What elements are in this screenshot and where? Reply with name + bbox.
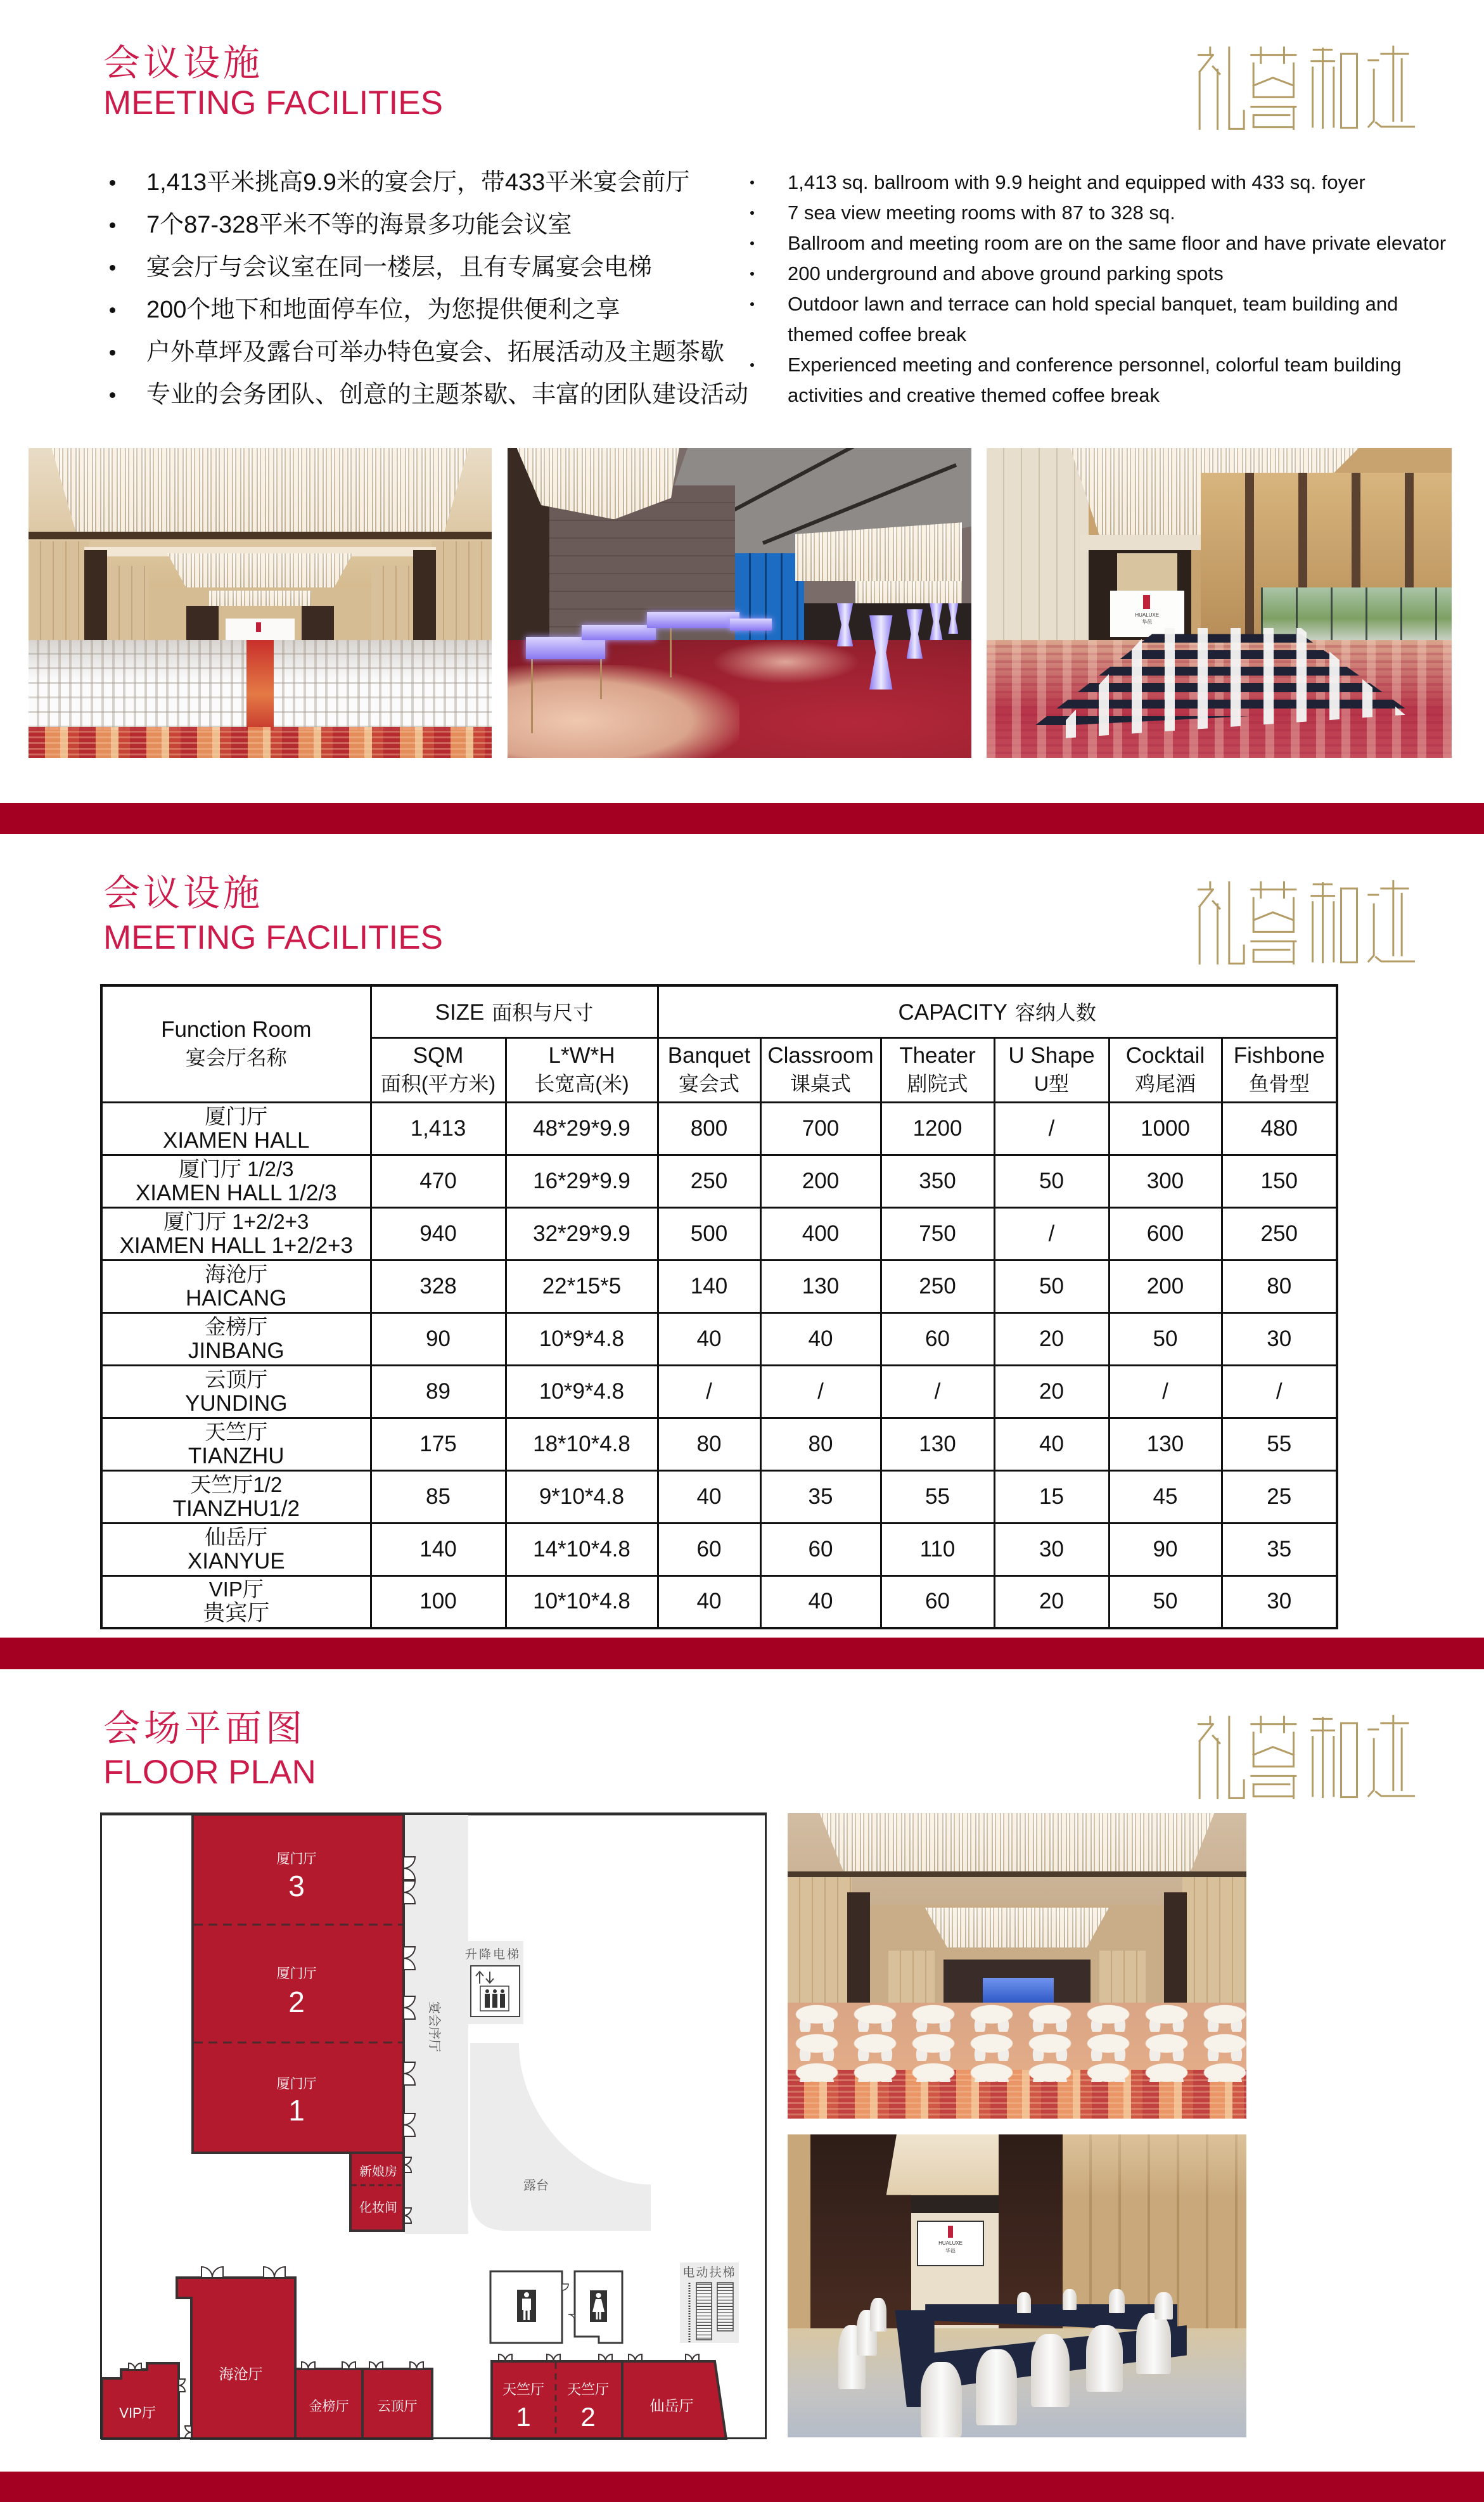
cocktail-cell: 50: [1109, 1575, 1222, 1628]
bullet-icon: [110, 307, 115, 313]
elevator-icon: [465, 1947, 521, 2017]
sqm-cell: 140: [371, 1523, 506, 1575]
fishbone-cell: /: [1222, 1365, 1337, 1418]
male-restroom-icon: [490, 2271, 568, 2343]
room-label: 厦门厅: [276, 2077, 317, 2091]
feature-item-cn: [108, 289, 741, 331]
header-label-en: U Shape: [1008, 1043, 1095, 1068]
room-yunding: [362, 2369, 432, 2439]
terrace-label: 露台: [523, 2179, 549, 2193]
classroom-cell: 130: [760, 1260, 881, 1312]
footer-bar: [0, 2472, 1484, 2502]
fishbone-cell: 35: [1222, 1523, 1337, 1575]
cocktail-cell: 45: [1109, 1470, 1222, 1523]
room-name-line2: XIAMEN HALL 1+2/2+3: [119, 1233, 353, 1258]
brand-logo-icon: [1196, 44, 1416, 133]
lwh-cell: 14*10*4.8: [506, 1523, 658, 1575]
theater-cell: 60: [881, 1312, 994, 1365]
banquet-cell: 40: [658, 1312, 760, 1365]
bullet-icon: [110, 180, 115, 186]
header-label-en: Cocktail: [1125, 1043, 1205, 1068]
table-row: [101, 1418, 1337, 1470]
u-shape-cell: 20: [994, 1575, 1109, 1628]
room-name-cell: [101, 1575, 371, 1628]
header-label-cn: 宴会式: [678, 1072, 739, 1095]
room-jinbang: [295, 2369, 362, 2439]
lwh-cell: 22*15*5: [506, 1260, 658, 1312]
header-classroom: [760, 1037, 881, 1102]
table-header-row: [101, 985, 1337, 1037]
header-label-cn: U型: [1033, 1072, 1070, 1095]
classroom-cell: 200: [760, 1155, 881, 1207]
section-title-en: MEETING FACILITIES: [103, 84, 443, 122]
feature-text: Outdoor lawn and terrace can hold special banquet, team building and: [788, 293, 1398, 315]
room-name-line2: TIANZHU: [188, 1443, 285, 1468]
banquet-cell: /: [658, 1365, 760, 1418]
room-haicang: [177, 2278, 295, 2439]
cocktail-cell: 90: [1109, 1523, 1222, 1575]
theater-cell: 55: [881, 1470, 994, 1523]
table-row: [101, 1207, 1337, 1260]
section-title-cn: 会议设施: [103, 41, 264, 84]
classroom-cell: /: [760, 1365, 881, 1418]
header-label-cn: 鱼骨型: [1248, 1072, 1310, 1095]
room-label: 厦门厅: [276, 1966, 317, 1981]
room-name-cell: [101, 1312, 371, 1365]
floor-plan-map: [100, 1812, 767, 2440]
classroom-cell: 40: [760, 1575, 881, 1628]
section-title-cn: 会场平面图: [103, 1707, 307, 1750]
header-label-en: Fishbone: [1233, 1043, 1325, 1068]
fishbone-cell: 55: [1222, 1418, 1337, 1470]
bullet-icon: [110, 222, 115, 228]
brand-logo-icon: [1196, 1714, 1416, 1802]
features-list-cn: [108, 162, 749, 416]
feature-text: 1,413平米挑高9.9米的宴会厅，带433平米宴会前厅: [146, 169, 690, 196]
feature-item-en: [748, 198, 1464, 228]
divider-bar: [0, 1638, 1484, 1669]
room-name-cell: [101, 1523, 371, 1575]
room-label: 金榜厅: [309, 2399, 349, 2414]
feature-item-cn: [108, 331, 741, 374]
classroom-cell: 60: [760, 1523, 881, 1575]
feature-item-cn: [108, 374, 749, 416]
table-row: [101, 1365, 1337, 1418]
room-name-line2: XIANYUE: [187, 1548, 285, 1574]
feature-text: 宴会厅与会议室在同一楼层，且有专属宴会电梯: [146, 254, 653, 281]
section-title-en: MEETING FACILITIES: [103, 919, 443, 956]
photo-meeting-u-shape: [788, 2134, 1246, 2437]
theater-cell: /: [881, 1365, 994, 1418]
room-label: VIP厅: [119, 2405, 156, 2421]
feature-text: 户外草坪及露台可举办特色宴会、拓展活动及主题茶歇: [146, 339, 725, 366]
room-name-line2: YUNDING: [185, 1390, 288, 1416]
bullet-icon: [750, 302, 754, 306]
feature-item-en: [748, 228, 1464, 259]
bullet-icon: [750, 272, 754, 276]
u-shape-cell: 15: [994, 1470, 1109, 1523]
screen-brand-text: HUALUXE: [1135, 612, 1160, 618]
feature-text: 7 sea view meeting rooms with 87 to 328 sq.: [788, 202, 1175, 224]
feature-text: 200个地下和地面停车位，为您提供便利之享: [146, 297, 620, 323]
room-name-line2: 贵宾厅: [203, 1601, 270, 1626]
room-label: 天竺厅: [502, 2382, 545, 2397]
room-number: 2: [288, 1986, 305, 2018]
room-name-line1: 厦门厅: [205, 1104, 268, 1128]
fishbone-cell: 25: [1222, 1470, 1337, 1523]
table-row: [101, 1260, 1337, 1312]
feature-text: Ballroom and meeting room are on the same floor and have private elevator: [788, 232, 1447, 254]
room-name-line2: XIAMEN HALL: [163, 1127, 310, 1153]
room-label: 云顶厅: [377, 2399, 418, 2414]
header-lwh: [506, 1037, 658, 1102]
bullet-icon: [750, 211, 754, 215]
meeting-rooms-table: [100, 984, 1338, 1629]
feature-item-en: [748, 289, 1464, 350]
lwh-cell: 10*10*4.8: [506, 1575, 658, 1628]
prefunction-label: 宴会序厅: [427, 2001, 441, 2052]
header-fishbone: [1222, 1037, 1337, 1102]
classroom-cell: 700: [760, 1102, 881, 1155]
u-shape-cell: 40: [994, 1418, 1109, 1470]
lwh-cell: 9*10*4.8: [506, 1470, 658, 1523]
fishbone-cell: 30: [1222, 1312, 1337, 1365]
theater-cell: 750: [881, 1207, 994, 1260]
feature-text-continued: themed coffee break: [788, 323, 967, 345]
lwh-cell: 10*9*4.8: [506, 1365, 658, 1418]
room-name-cell: [101, 1207, 371, 1260]
header-label-en: SQM: [413, 1043, 464, 1068]
theater-cell: 250: [881, 1260, 994, 1312]
feature-item-en: [748, 167, 1464, 198]
fishbone-cell: 80: [1222, 1260, 1337, 1312]
photo-ballroom-theater: [29, 448, 492, 758]
theater-cell: 130: [881, 1418, 994, 1470]
banquet-cell: 140: [658, 1260, 760, 1312]
female-restroom-icon: [568, 2271, 622, 2343]
room-name-line1: VIP厅: [208, 1577, 264, 1601]
bullet-icon: [750, 363, 754, 367]
screen-brand-text-cn: 华邑: [945, 2247, 956, 2254]
lwh-cell: 32*29*9.9: [506, 1207, 658, 1260]
room-name-cell: [101, 1365, 371, 1418]
lwh-cell: 16*29*9.9: [506, 1155, 658, 1207]
feature-text-continued: activities and creative themed coffee break: [788, 384, 1160, 406]
room-name-cell: [101, 1155, 371, 1207]
room-bridal-makeup: [350, 2153, 404, 2231]
feature-text: 7个87-328平米不等的海景多功能会议室: [146, 212, 572, 238]
room-name-line1: 天竺厅: [205, 1420, 268, 1444]
theater-cell: 1200: [881, 1102, 994, 1155]
room-name-cell: [101, 1418, 371, 1470]
section-title-en: FLOOR PLAN: [103, 1754, 316, 1791]
bullet-icon: [750, 181, 754, 184]
feature-text: 200 underground and above ground parking spots: [788, 262, 1224, 285]
header-size-group: [371, 985, 658, 1037]
table-row: [101, 1575, 1337, 1628]
u-shape-cell: 50: [994, 1260, 1109, 1312]
elevator-label: 升降电梯: [464, 1948, 521, 1961]
room-name-line1: 天竺厅1/2: [190, 1472, 283, 1496]
escalator-icon: [680, 2262, 739, 2343]
fishbone-cell: 30: [1222, 1575, 1337, 1628]
room-number: 1: [288, 2094, 305, 2127]
table-row: [101, 1470, 1337, 1523]
cocktail-cell: 130: [1109, 1418, 1222, 1470]
header-label-en: L*W*H: [548, 1043, 615, 1068]
room-name-line1: 仙岳厅: [205, 1525, 268, 1549]
fishbone-cell: 480: [1222, 1102, 1337, 1155]
u-shape-cell: /: [994, 1207, 1109, 1260]
header-label-en: CAPACITY: [898, 1000, 1007, 1025]
sqm-cell: 328: [371, 1260, 506, 1312]
photo-ballroom-banquet: [788, 1813, 1246, 2119]
u-shape-cell: 50: [994, 1155, 1109, 1207]
feature-text: Experienced meeting and conference personnel, colorful team building: [788, 354, 1402, 376]
feature-item-cn: [108, 204, 741, 247]
lwh-cell: 10*9*4.8: [506, 1312, 658, 1365]
section-title-cn: 会议设施: [103, 871, 264, 914]
header-sqm: [371, 1037, 506, 1102]
room-number: 2: [580, 2402, 596, 2432]
divider-bar: [0, 803, 1484, 834]
photo-classroom-hall: [987, 448, 1452, 758]
banquet-cell: 500: [658, 1207, 760, 1260]
banquet-cell: 40: [658, 1470, 760, 1523]
header-label-en: SIZE: [435, 1000, 485, 1025]
banquet-cell: 80: [658, 1418, 760, 1470]
screen-brand-text-cn: 华邑: [1142, 619, 1153, 626]
room-name-line2: XIAMEN HALL 1/2/3: [135, 1180, 337, 1205]
sqm-cell: 85: [371, 1470, 506, 1523]
feature-item-cn: [108, 247, 741, 289]
sqm-cell: 175: [371, 1418, 506, 1470]
room-name-line1: 厦门厅 1+2/2+3: [163, 1209, 309, 1233]
lwh-cell: 48*29*9.9: [506, 1102, 658, 1155]
header-cocktail: [1109, 1037, 1222, 1102]
header-label-en: Banquet: [667, 1043, 751, 1068]
fishbone-cell: 250: [1222, 1207, 1337, 1260]
classroom-cell: 40: [760, 1312, 881, 1365]
room-name-line2: TIANZHU1/2: [172, 1496, 300, 1521]
classroom-cell: 80: [760, 1418, 881, 1470]
table-row: [101, 1312, 1337, 1365]
room-label: 化妆间: [359, 2201, 397, 2215]
room-number: 3: [288, 1870, 305, 1902]
brand-logo-icon: [1196, 879, 1416, 968]
cocktail-cell: 300: [1109, 1155, 1222, 1207]
screen-brand-text: HUALUXE: [938, 2240, 963, 2246]
banquet-cell: 60: [658, 1523, 760, 1575]
room-name-cell: [101, 1260, 371, 1312]
room-name-line1: 云顶厅: [205, 1367, 268, 1391]
feature-item-cn: [108, 162, 741, 204]
cocktail-cell: 200: [1109, 1260, 1222, 1312]
u-shape-cell: 20: [994, 1312, 1109, 1365]
bullet-icon: [110, 392, 115, 398]
header-label-cn: 容纳人数: [1014, 1001, 1096, 1025]
u-shape-cell: 20: [994, 1365, 1109, 1418]
room-label: 厦门厅: [276, 1852, 317, 1866]
feature-text: 专业的会务团队、创意的主题茶歇、丰富的团队建设活动: [146, 382, 749, 408]
cocktail-cell: /: [1109, 1365, 1222, 1418]
bullet-icon: [750, 241, 754, 245]
classroom-cell: 35: [760, 1470, 881, 1523]
header-label-cn: 面积与尺寸: [492, 1001, 594, 1025]
fishbone-cell: 150: [1222, 1155, 1337, 1207]
room-label: 新娘房: [359, 2165, 397, 2179]
table-row: [101, 1155, 1337, 1207]
banquet-cell: 800: [658, 1102, 760, 1155]
sqm-cell: 470: [371, 1155, 506, 1207]
room-name-line1: 金榜厅: [205, 1314, 268, 1338]
feature-item-en: [748, 259, 1464, 289]
room-name-line2: HAICANG: [186, 1285, 287, 1311]
escalator-label: 电动扶梯: [682, 2266, 736, 2280]
lwh-cell: 18*10*4.8: [506, 1418, 658, 1470]
header-label-en: Function Room: [161, 1017, 312, 1042]
classroom-cell: 400: [760, 1207, 881, 1260]
header-u-shape: [994, 1037, 1109, 1102]
feature-text: 1,413 sq. ballroom with 9.9 height and equipped with 433 sq. foyer: [788, 171, 1366, 193]
table-row: [101, 1102, 1337, 1155]
room-name-line1: 厦门厅 1/2/3: [178, 1157, 294, 1181]
sqm-cell: 940: [371, 1207, 506, 1260]
photo-banquet-foyer: [508, 448, 971, 758]
header-label-en: Theater: [899, 1043, 976, 1068]
header-label-cn: 长宽高(米): [534, 1072, 629, 1095]
cocktail-cell: 50: [1109, 1312, 1222, 1365]
sqm-cell: 100: [371, 1575, 506, 1628]
cocktail-cell: 1000: [1109, 1102, 1222, 1155]
banquet-cell: 40: [658, 1575, 760, 1628]
header-label-cn: 课桌式: [790, 1072, 851, 1095]
room-label: 仙岳厅: [649, 2397, 694, 2414]
banquet-cell: 250: [658, 1155, 760, 1207]
table-row: [101, 1523, 1337, 1575]
room-xianyue: [622, 2361, 726, 2439]
header-theater: [881, 1037, 994, 1102]
feature-item-en: [748, 350, 1464, 411]
room-name-cell: [101, 1102, 371, 1155]
features-list-en: [748, 167, 1464, 411]
header-capacity-group: [658, 985, 1337, 1037]
room-label: 海沧厅: [219, 2366, 263, 2382]
theater-cell: 350: [881, 1155, 994, 1207]
sqm-cell: 89: [371, 1365, 506, 1418]
room-tianzhu: [492, 2361, 622, 2439]
room-label: 天竺厅: [566, 2382, 610, 2397]
header-label-en: Classroom: [767, 1043, 874, 1068]
header-function-room: [101, 985, 371, 1102]
u-shape-cell: /: [994, 1102, 1109, 1155]
header-banquet: [658, 1037, 760, 1102]
sqm-cell: 90: [371, 1312, 506, 1365]
theater-cell: 60: [881, 1575, 994, 1628]
header-label-cn: 剧院式: [907, 1072, 968, 1095]
room-name-line2: JINBANG: [188, 1338, 285, 1363]
room-number: 1: [516, 2402, 531, 2432]
sqm-cell: 1,413: [371, 1102, 506, 1155]
room-name-cell: [101, 1470, 371, 1523]
theater-cell: 110: [881, 1523, 994, 1575]
bullet-icon: [110, 350, 115, 356]
header-label-cn: 鸡尾酒: [1134, 1072, 1196, 1095]
bullet-icon: [110, 265, 115, 271]
header-label-cn: 面积(平方米): [380, 1072, 496, 1095]
u-shape-cell: 30: [994, 1523, 1109, 1575]
room-xiamen-hall: [193, 1814, 404, 2153]
cocktail-cell: 600: [1109, 1207, 1222, 1260]
room-name-line1: 海沧厅: [205, 1262, 268, 1286]
header-label-cn: 宴会厅名称: [185, 1046, 287, 1070]
